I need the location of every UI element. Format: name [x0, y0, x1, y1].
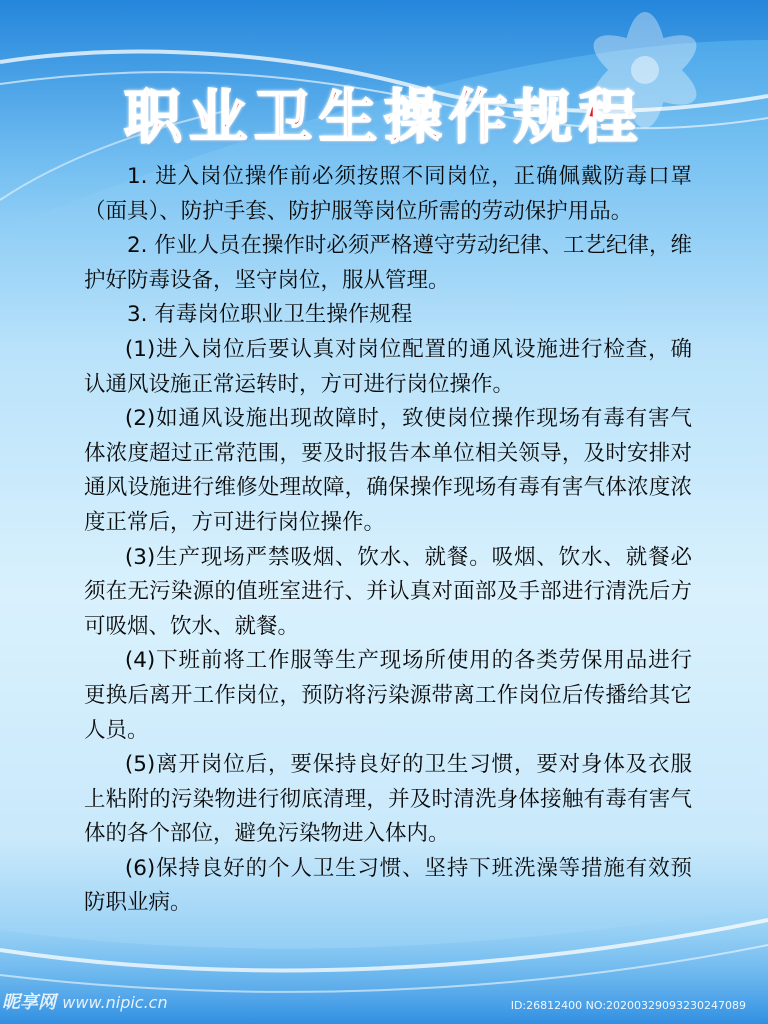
paragraph-2: 2. 作业人员在操作时必须严格遵守劳动纪律、工艺纪律，维护好防毒设备，坚守岗位，服从管理。 [84, 233, 692, 293]
sub-item-4: (4)下班前将工作服等生产现场所使用的各类劳保用品进行更换后离开工作岗位，预防将污染源带离工作岗位后传播给其它人员。 [84, 648, 692, 743]
regulation-body [84, 160, 692, 921]
sub-item-1: (1)进入岗位后要认真对岗位配置的通风设施进行检查，确认通风设施正常运转时，方可进行岗位操作。 [84, 336, 692, 397]
sub-item-6: (6)保持良好的个人卫生习惯、坚持下班洗澡等措施有效预防职业病。 [84, 855, 692, 916]
paragraph-3: 3. 有毒岗位职业卫生操作规程 [127, 302, 413, 328]
image-id-watermark: ID:26812400 NO:20200329093230247089 [510, 999, 746, 1012]
sub-item-5: (5)离开岗位后，要保持良好的卫生习惯，要对身体及衣服上粘附的污染物进行彻底清理，并及时清洗身体接触有毒有害气体的各个部位，避免污染物进入体内。 [84, 752, 692, 847]
poster-title: 职业卫生操作规程 [123, 83, 644, 151]
sub-item-3: (3)生产现场严禁吸烟、饮水、就餐。吸烟、饮水、就餐必须在无污染源的值班室进行、并认真对面部及手部进行清洗后方可吸烟、饮水、就餐。 [84, 544, 692, 639]
site-name: 昵享网 [2, 992, 56, 1013]
sub-item-2: (2)如通风设施出现故障时，致使岗位操作现场有毒有害气体浓度超过正常范围，要及时报告本单位相关领导，及时安排对通风设施进行维修处理故障，确保操作现场有毒有害气体浓度浓度正常后，方可进行岗位操作。 [84, 406, 692, 535]
site-url: www.nipic.cn [62, 993, 168, 1012]
paragraph-1: 1. 进入岗位操作前必须按照不同岗位，正确佩戴防毒口罩（面具）、防护手套、防护服等岗位所需的劳动保护用品。 [84, 164, 692, 224]
site-watermark [2, 988, 168, 1014]
